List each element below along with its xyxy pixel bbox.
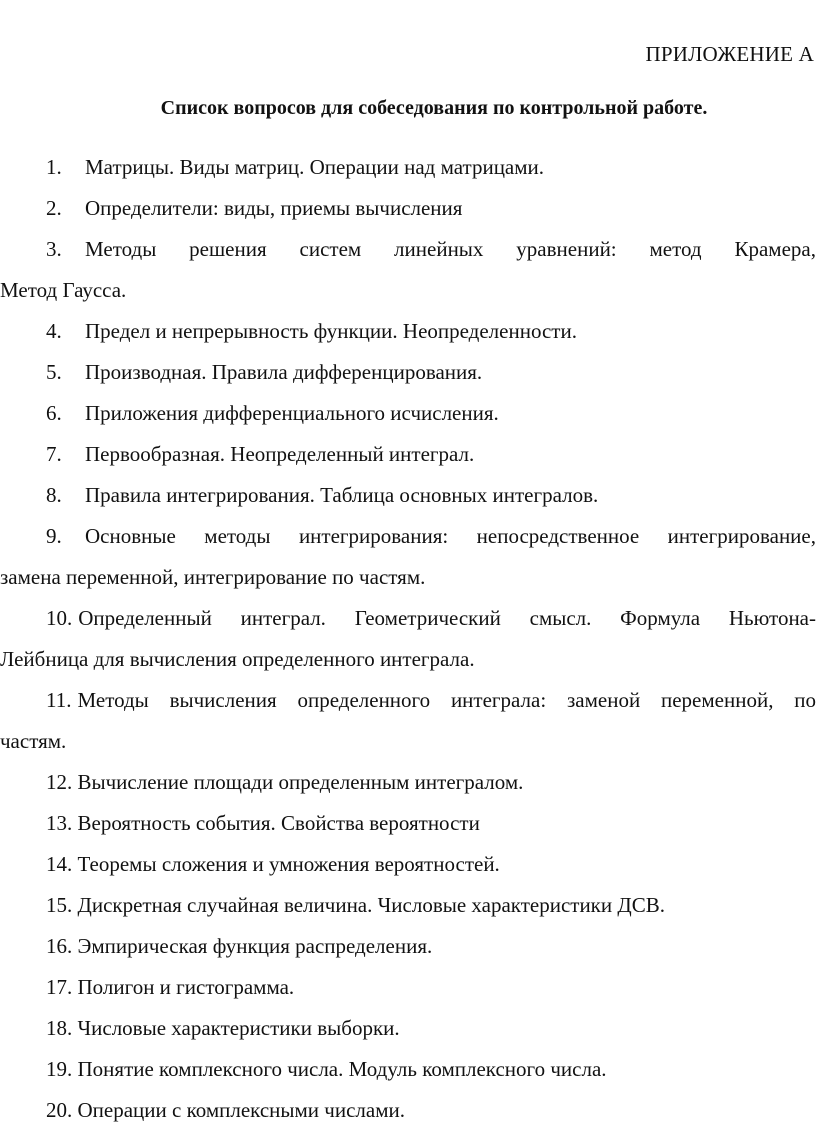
appendix-label: ПРИЛОЖЕНИЕ А: [645, 42, 814, 66]
list-item: [0, 926, 816, 967]
list-item: [0, 762, 816, 803]
item-text: Теоремы сложения и умножения вероятностей.: [77, 852, 500, 876]
item-text: Понятие комплексного числа. Модуль комплексного числа.: [77, 1057, 607, 1081]
item-text: Правила интегрирования. Таблица основных интегралов.: [85, 483, 599, 507]
item-number: 13.: [46, 811, 73, 835]
document-title: Список вопросов для собеседования по контрольной работе.: [160, 97, 708, 119]
item-text: Производная. Правила дифференцирования.: [85, 360, 483, 384]
list-item: [0, 147, 816, 188]
item-number: 9.: [46, 524, 62, 548]
list-item: [0, 967, 816, 1008]
item-number: 2.: [46, 196, 62, 220]
item-continuation: замена переменной, интегрирование по частям.: [0, 565, 426, 589]
list-item: [0, 1090, 816, 1131]
list-item: [0, 352, 816, 393]
item-number: 12.: [46, 770, 73, 794]
item-number: 10.: [46, 606, 73, 630]
item-continuation: частям.: [0, 729, 67, 753]
item-text: Вероятность события. Свойства вероятности: [77, 811, 480, 835]
item-text: Эмпирическая функция распределения.: [77, 934, 433, 958]
item-number: 16.: [46, 934, 73, 958]
item-text: Операции с комплексными числами.: [77, 1098, 405, 1122]
item-text: Методы вычисления определенного интеграла: заменой переменной, по: [77, 688, 816, 712]
item-text: Матрицы. Виды матриц. Операции над матрицами.: [85, 155, 545, 179]
list-item: [0, 229, 816, 311]
item-text: Определенный интеграл. Геометрический смысл. Формула Ньютона-: [78, 606, 816, 630]
item-number: 14.: [46, 852, 73, 876]
list-item: [0, 803, 816, 844]
list-item: [0, 188, 816, 229]
item-text: Вычисление площади определенным интегралом.: [77, 770, 524, 794]
item-text: Определители: виды, приемы вычисления: [85, 196, 463, 220]
item-text: Первообразная. Неопределенный интеграл.: [85, 442, 475, 466]
list-item: [0, 434, 816, 475]
list-item: [0, 680, 816, 762]
item-number: 6.: [46, 401, 62, 425]
item-number: 17.: [46, 975, 73, 999]
list-item: [0, 885, 816, 926]
item-number: 8.: [46, 483, 62, 507]
list-item: [0, 516, 816, 598]
list-item: [0, 1049, 816, 1090]
item-continuation: Лейбница для вычисления определенного интеграла.: [0, 647, 475, 671]
item-first-line: [0, 598, 816, 639]
item-first-line: [0, 229, 816, 270]
item-text: Дискретная случайная величина. Числовые характеристики ДСВ.: [77, 893, 665, 917]
item-number: 7.: [46, 442, 62, 466]
list-item: [0, 598, 816, 680]
item-text: Предел и непрерывность функции. Неопределенности.: [85, 319, 577, 343]
item-number: 15.: [46, 893, 73, 917]
item-number: 20.: [46, 1098, 73, 1122]
item-first-line: [0, 680, 816, 721]
item-continuation: Метод Гаусса.: [0, 278, 127, 302]
questions-list: [0, 147, 816, 1131]
list-item: [0, 475, 816, 516]
item-text: Методы решения систем линейных уравнений: метод Крамера,: [85, 237, 816, 261]
list-item: [0, 393, 816, 434]
item-number: 1.: [46, 155, 62, 179]
item-first-line: [0, 516, 816, 557]
list-item: [0, 844, 816, 885]
item-text: Приложения дифференциального исчисления.: [85, 401, 499, 425]
list-item: [0, 311, 816, 352]
item-number: 11.: [46, 688, 72, 712]
item-text: Числовые характеристики выборки.: [77, 1016, 400, 1040]
item-number: 19.: [46, 1057, 73, 1081]
item-number: 3.: [46, 237, 62, 261]
item-text: Полигон и гистограмма.: [77, 975, 295, 999]
item-number: 4.: [46, 319, 62, 343]
list-item: [0, 1008, 816, 1049]
item-number: 5.: [46, 360, 62, 384]
item-number: 18.: [46, 1016, 73, 1040]
item-text: Основные методы интегрирования: непосредственное интегрирование,: [85, 524, 816, 548]
